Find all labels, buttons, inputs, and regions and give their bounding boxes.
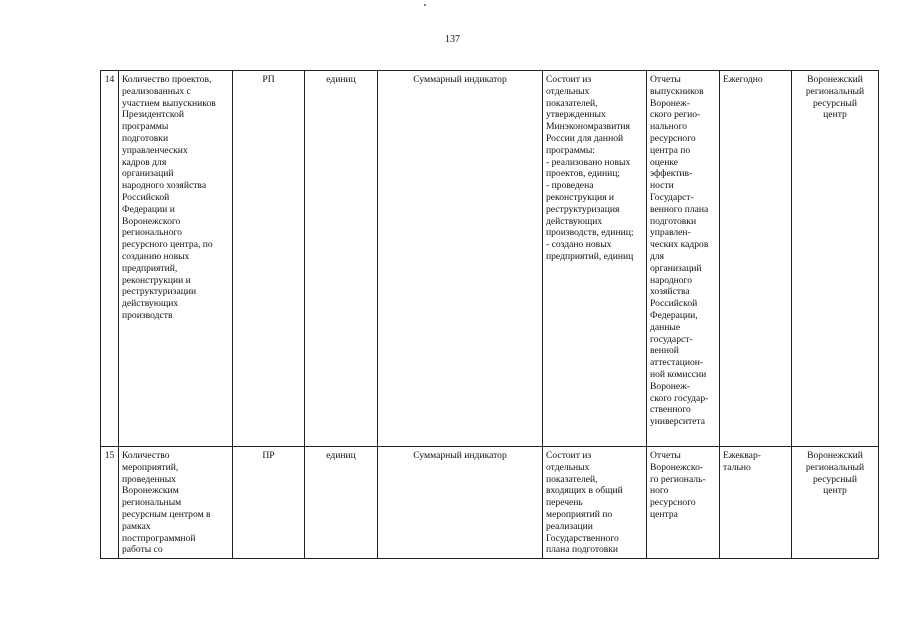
data-source-cell: Отчеты выпускников Воронеж- ского регио- нального ресурсного центра по оценке эффектив- ности Государст- венного плана подготовки управлен- ческих кадров для организаций народного хозяйства Российской Федерации, данные государст- венной аттестацион- ной комиссии Воронеж- ского государ- ственного университета [647, 71, 720, 447]
indicator-type-cell: РП [233, 71, 305, 447]
data-source-cell: Отчеты Воронежско- го региональ- ного ресурсного центра [647, 447, 720, 559]
indicator-name-cell: Количество проектов, реализованных с участием выпускников Президентской программы подготовки управленческих кадров для организаций народного хозяйства Российской Федерации и Воронежского регионального ресурсного центра, по созданию новых предприятий, реконструкции и реструктуризации действующих производств [119, 71, 233, 447]
scan-dot [424, 4, 426, 6]
unit-cell: единиц [305, 71, 378, 447]
frequency-cell: Ежеквар- тально [720, 447, 792, 559]
indicator-kind-cell: Суммарный индикатор [378, 447, 543, 559]
responsible-cell: Воронежский региональный ресурсный центр [792, 71, 879, 447]
table-row [101, 447, 879, 559]
indicator-type-cell: ПР [233, 447, 305, 559]
row-number: 15 [101, 447, 119, 559]
frequency-cell: Ежегодно [720, 71, 792, 447]
composition-cell: Состоит из отдельных показателей, утвержденных Минэкономразвития России для данной программы: - реализовано новых проектов, единиц; - проведена реконструкция и реструктуризация действующих производств, единиц; - создано новых предприятий, единиц [543, 71, 647, 447]
indicator-name-cell: Количество мероприятий, проведенных Воронежским региональным ресурсным центром в рамках постпрограммной работы со [119, 447, 233, 559]
unit-cell: единиц [305, 447, 378, 559]
table-row [101, 71, 879, 447]
responsible-cell: Воронежский региональный ресурсный центр [792, 447, 879, 559]
row-number: 14 [101, 71, 119, 447]
indicators-table [100, 70, 879, 559]
composition-cell: Состоит из отдельных показателей, входящих в общий перечень мероприятий по реализации Государственного плана подготовки [543, 447, 647, 559]
indicator-kind-cell: Суммарный индикатор [378, 71, 543, 447]
page-number: 137 [445, 34, 460, 45]
